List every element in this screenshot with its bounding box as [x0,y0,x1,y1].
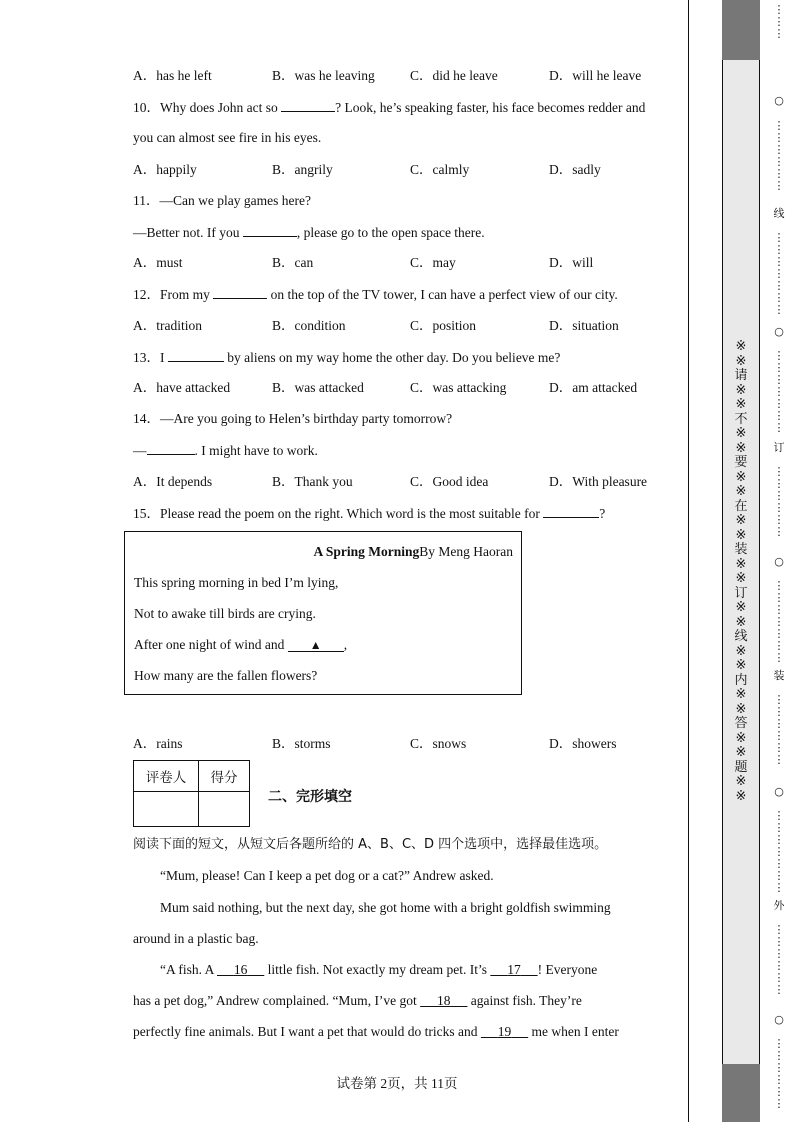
q15-option-c: C．snows [410,736,467,751]
circle-mark: ○ [774,555,784,568]
answer-blank [543,505,599,518]
q12-option-a: A．tradition [133,318,202,333]
passage-text: has a pet dog,” Andrew complained. “Mum, I’ve got [133,993,421,1008]
passage-paragraph-2: Mum said nothing, but the next day, she got home with a bright goldfish swimming [160,900,611,915]
answer-blank [168,349,224,362]
poem-box [124,531,522,695]
q14-option-b: B．Thank you [272,474,353,489]
q10-stem [133,99,645,116]
blank-19 [481,1024,528,1039]
section-title: 二、完形填空 [268,789,352,805]
passage-text: “A fish. A [160,962,218,977]
q11-stem-line2 [133,224,485,241]
q10-option-d: D．sadly [549,162,601,177]
blank-17 [490,962,537,977]
answer-blank [281,99,335,112]
passage-paragraph-1: “Mum, please! Can I keep a pet dog or a cat?” Andrew asked. [160,868,494,883]
poem-author: By Meng Haoran [419,544,513,559]
q11-option-c: C．may [410,255,456,270]
passage-text: little fish. Not exactly my dream pet. It’s [264,962,491,977]
blank-number: 18 [437,993,451,1008]
cloze-instructions: 阅读下面的短文，从短文后各题所给的 A、B、C、D 四个选项中，选择最佳选项。 [133,837,608,852]
poem-line-1: This spring morning in bed I’m lying, [134,575,339,590]
cut-dots: ⋮ ⋮ ⋮ ⋮ ⋮ ⋮ [773,465,785,538]
q11-option-a: A．must [133,255,183,270]
q13-text-pre: 13．I [133,350,168,365]
q13-text-post: by aliens on my way home the other day. Do you believe me? [223,350,561,365]
cut-dots: ⋮ ⋮ ⋮ ⋮ ⋮ ⋮ [773,1037,785,1110]
q11-text-pre: —Better not. If you [133,225,243,240]
poem-blank-mark: ▲ [288,639,344,652]
poem-line-4: How many are the fallen flowers? [134,668,318,683]
poem-line-2: Not to awake till birds are crying. [134,606,316,621]
blank-number: 17 [507,962,521,977]
q10-option-c: C．calmly [410,162,470,177]
q14-stem-line2 [133,442,318,459]
q11-stem: 11．—Can we play games here? [133,193,311,208]
q14-text-post: . I might have to work. [194,443,318,458]
q15-option-a: A．rains [133,736,183,751]
answer-blank [213,286,267,299]
cut-dots: ⋮ ⋮ ⋮ ⋮ ⋮ ⋮ [773,693,785,766]
blank-number: 19 [497,1024,512,1039]
q9-option-d: D．will he leave [549,68,642,83]
q13-option-a: A．have attacked [133,380,231,395]
q12-text-pre: 12．From my [133,287,214,302]
circle-mark: ○ [774,94,784,107]
passage-text: me when I enter [528,1024,619,1039]
binding-border-line [688,0,689,1122]
q15-stem [133,505,605,522]
poem-line-3-text: After one night of wind and [134,637,288,652]
blank-16 [217,962,264,977]
answer-blank [243,224,297,237]
q13-option-b: B．was attacked [272,380,364,395]
q9-option-c: C．did he leave [410,68,498,83]
score-table-score-header: 得分 [199,761,250,792]
q13-stem [133,349,560,366]
q12-option-c: C．position [410,318,477,333]
q13-option-c: C．was attacking [410,380,507,395]
passage-paragraph-2-cont: around in a plastic bag. [133,931,259,946]
poem-line-3 [134,637,347,653]
q14-option-c: C．Good idea [410,474,489,489]
score-table [133,760,250,827]
poem-line-3-comma: , [343,637,348,652]
q12-text-post: on the top of the TV tower, I can have a perfect view of our city. [267,287,618,302]
q15-option-d: D．showers [549,736,617,751]
q12-option-b: B．condition [272,318,346,333]
binding-mark: 订 [773,441,785,454]
blank-18 [420,993,467,1008]
q12-stem [133,286,618,303]
q14-stem: 14．—Are you going to Helen’s birthday party tomorrow? [133,411,453,426]
cut-dots: ⋮ ⋮ ⋮ ⋮ ⋮ ⋮ ⋮ [773,231,785,316]
score-table-grader-header: 评卷人 [134,761,199,792]
q9-option-a: A．has he left [133,68,212,83]
circle-mark: ○ [774,325,784,338]
poem-title-line [313,544,513,560]
cut-dots: ⋮ ⋮ ⋮ ⋮ ⋮ ⋮ [773,923,785,996]
blank-number: 16 [233,962,248,977]
passage-paragraph-3 [160,962,597,978]
passage-text: against fish. They’re [467,993,582,1008]
grader-field[interactable] [134,792,199,827]
binding-strip-bottom-block [722,1064,760,1122]
score-field[interactable] [199,792,250,827]
passage-paragraph-3-cont [133,993,582,1009]
binding-notice: ※※请※※不※※要※※在※※装※※订※※线※※内※※答※※题※※ [734,339,748,804]
q10-option-a: A．happily [133,162,197,177]
binding-strip-top-block [722,0,760,60]
q15-text-post: ? [599,506,606,521]
q15-option-b: B．storms [272,736,331,751]
q10-stem-line2: you can almost see fire in his eyes. [133,130,322,145]
q9-option-b: B．was he leaving [272,68,375,83]
passage-text: perfectly fine animals. But I want a pet that would do tricks and [133,1024,481,1039]
q11-option-d: D．will [549,255,594,270]
cut-dots: ⋮ ⋮ ⋮ ⋮ ⋮ ⋮ ⋮ [773,349,785,434]
q10-option-b: B．angrily [272,162,333,177]
cut-dots: ⋮ ⋮ ⋮ [773,3,785,40]
answer-blank [147,442,195,455]
q14-option-a: A．It depends [133,474,213,489]
passage-paragraph-3-cont2 [133,1024,619,1040]
q11-option-b: B．can [272,255,314,270]
q14-text-pre: — [133,443,147,458]
passage-text: ! Everyone [537,962,598,977]
q14-option-d: D．With pleasure [549,474,648,489]
q13-option-d: D．am attacked [549,380,638,395]
cut-dots: ⋮ ⋮ ⋮ ⋮ ⋮ ⋮ ⋮ [773,579,785,664]
poem-title: A Spring Morning [313,544,420,559]
q15-text-pre: 15．Please read the poem on the right. Which word is the most suitable for [133,506,544,521]
q10-text-post: ? Look, he’s speaking faster, his face becomes redder and [335,100,646,115]
circle-mark: ○ [774,785,784,798]
line-mark: 线 [773,207,785,220]
cut-line [768,0,790,1122]
q12-option-d: D．situation [549,318,619,333]
page-footer: 试卷第 2页，共 11页 [336,1076,458,1091]
circle-mark: ○ [774,1013,784,1026]
cut-dots: ⋮ ⋮ ⋮ ⋮ ⋮ ⋮ [773,119,785,192]
q11-text-post: , please go to the open space there. [296,225,485,240]
cut-dots: ⋮ ⋮ ⋮ ⋮ ⋮ ⋮ ⋮ [773,809,785,894]
staple-mark: 装 [773,669,785,682]
q10-text-pre: 10．Why does John act so [133,100,282,115]
outer-mark: 外 [773,899,785,912]
